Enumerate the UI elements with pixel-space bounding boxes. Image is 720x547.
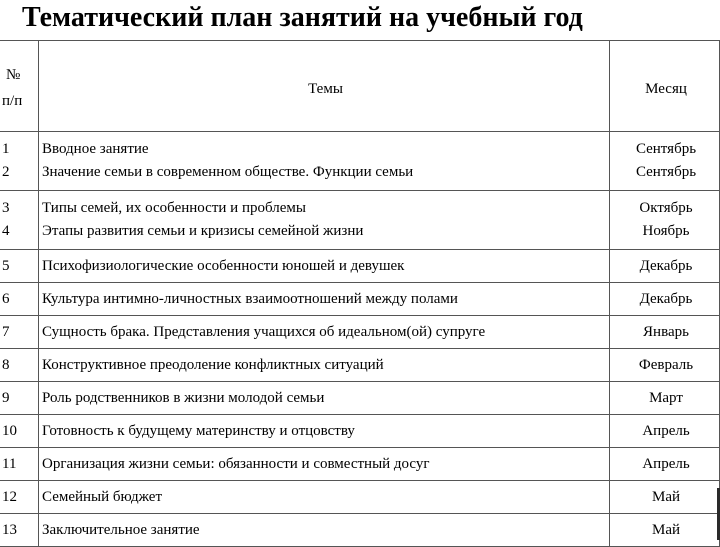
row-month: Декабрь (610, 283, 720, 316)
row-month: Ноябрь (642, 223, 690, 239)
row-number-cell (0, 191, 39, 250)
row-topic: Типы семей, их особенности и проблемы (42, 200, 306, 216)
row-number: 2 (2, 164, 10, 180)
table-row (0, 481, 720, 514)
row-number: 5 (0, 250, 39, 283)
header-topic: Темы (39, 41, 610, 132)
header-number-cell (0, 41, 39, 132)
row-topic: Значение семьи в современном обществе. Функции семьи (42, 164, 414, 180)
table-row (0, 448, 720, 481)
row-month: Октябрь (639, 200, 693, 216)
row-topic: Семейный бюджет (39, 481, 610, 514)
row-topic: Заключительное занятие (39, 514, 610, 547)
row-topic: Культура интимно-личностных взаимоотношений между полами (39, 283, 610, 316)
row-topic: Вводное занятие (42, 141, 149, 157)
table-row (0, 283, 720, 316)
table-row (0, 349, 720, 382)
row-number: 6 (0, 283, 39, 316)
table-row-group (0, 132, 720, 191)
row-number: 4 (2, 223, 10, 239)
row-topic: Готовность к будущему материнству и отцовству (39, 415, 610, 448)
plan-table (0, 40, 720, 547)
row-month: Апрель (610, 415, 720, 448)
row-month: Март (610, 382, 720, 415)
table-row (0, 250, 720, 283)
table-row (0, 415, 720, 448)
row-month-cell (610, 132, 720, 191)
table-row (0, 514, 720, 547)
row-topic: Психофизиологические особенности юношей и девушек (39, 250, 610, 283)
row-number: 8 (0, 349, 39, 382)
table-header-row (0, 41, 720, 132)
table-row (0, 382, 720, 415)
row-topic: Сущность брака. Представления учащихся об идеальном(ой) супруге (39, 316, 610, 349)
row-month: Февраль (610, 349, 720, 382)
row-number-cell (0, 132, 39, 191)
row-number: 9 (0, 382, 39, 415)
header-number-symbol: № (6, 67, 21, 83)
row-month: Май (610, 481, 720, 514)
row-topic: Этапы развития семьи и кризисы семейной жизни (42, 223, 364, 239)
row-topic-cell (39, 191, 610, 250)
row-number: 12 (0, 481, 39, 514)
row-month: Сентябрь (635, 164, 697, 180)
row-number: 13 (0, 514, 39, 547)
row-month: Сентябрь (635, 141, 697, 157)
row-month: Декабрь (610, 250, 720, 283)
header-number-abbr: п/п (2, 93, 23, 109)
row-topic-cell (39, 132, 610, 191)
row-month: Январь (610, 316, 720, 349)
row-topic: Организация жизни семьи: обязанности и совместный досуг (39, 448, 610, 481)
row-number: 3 (2, 200, 10, 216)
row-month-cell (610, 191, 720, 250)
row-topic: Конструктивное преодоление конфликтных ситуаций (39, 349, 610, 382)
header-month: Месяц (610, 41, 720, 132)
table-row-group (0, 191, 720, 250)
row-topic: Роль родственников в жизни молодой семьи (39, 382, 610, 415)
row-number: 7 (0, 316, 39, 349)
table-row (0, 316, 720, 349)
row-number: 10 (0, 415, 39, 448)
row-number: 11 (0, 448, 39, 481)
row-number: 1 (2, 141, 10, 157)
page-title: Тематический план занятий на учебный год (22, 2, 583, 33)
row-month: Апрель (610, 448, 720, 481)
row-month: Май (610, 514, 720, 547)
